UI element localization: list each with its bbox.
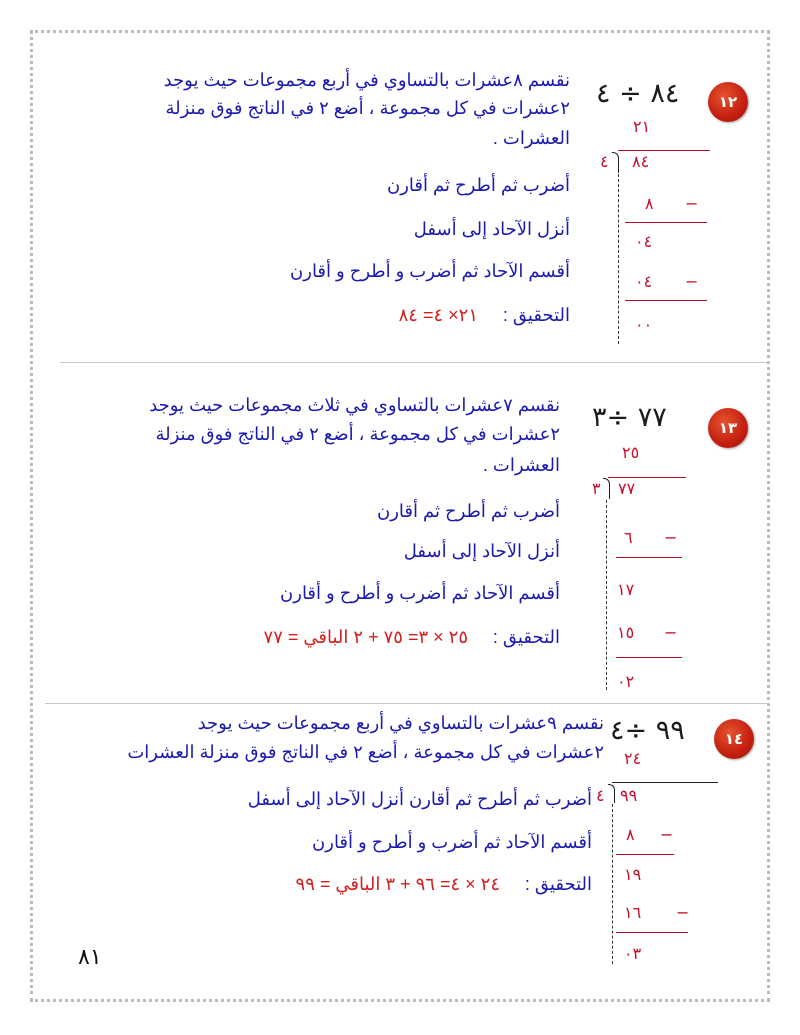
check-expression: ٢٤ × ٤= ٩٦ + ٣ الباقي = ٩٩ xyxy=(295,874,500,894)
explanation-line: العشرات . xyxy=(482,455,560,475)
page-number: ٨١ xyxy=(78,945,102,970)
remainder-2: ٠٠ xyxy=(635,315,653,334)
explanation-line: نقسم ٨عشرات بالتساوي في أربع مجموعات حيث يوجد xyxy=(163,70,570,90)
subtract-1: ٨ xyxy=(645,194,654,213)
remainder-2: ٠٣ xyxy=(624,944,642,963)
division-bar xyxy=(618,150,710,151)
division-problem: ٩٩ ÷٤ xyxy=(610,715,685,746)
step-multiply-subtract: أضرب ثم أطرح ثم أقارن أنزل الآحاد إلى أسفل xyxy=(247,789,592,809)
explanation-line: نقسم ٧عشرات بالتساوي في ثلاث مجموعات حيث يوجد xyxy=(149,395,560,415)
subtract-1: ٨ xyxy=(626,825,635,844)
check-expression: ٢٥ × ٣= ٧٥ + ٢ الباقي = ٧٧ xyxy=(263,627,468,647)
division-problem: ٧٧ ÷٣ xyxy=(592,402,667,433)
explanation-line: ٢عشرات في كل مجموعة ، أضع ٢ في الناتج فوق منزلة xyxy=(155,424,560,444)
check-label: التحقيق : xyxy=(524,874,592,894)
division-bracket xyxy=(612,152,619,173)
quotient: ٢١ xyxy=(633,117,651,136)
guide-line xyxy=(606,500,607,690)
step-divide-units: أقسم الآحاد ثم أضرب و أطرح و أقارن xyxy=(290,261,570,281)
remainder-1: ٠٤ xyxy=(635,232,653,251)
check-expression: ٢١× ٤= ٨٤ xyxy=(398,305,478,325)
step-bring-down: أنزل الآحاد إلى أسفل xyxy=(403,541,560,561)
subtract-2: ١٥ xyxy=(617,623,635,642)
check-label: التحقيق : xyxy=(492,627,560,647)
problem-number-badge: ١٢ xyxy=(708,82,748,122)
division-bar xyxy=(612,782,718,783)
dividend: ٩٩ xyxy=(620,786,638,805)
explanation-line: نقسم ٩عشرات بالتساوي في أربع مجموعات حيث يوجد xyxy=(197,713,604,733)
section-divider xyxy=(45,703,770,704)
division-bracket xyxy=(608,784,615,803)
remainder-1: ١٩ xyxy=(624,865,642,884)
quotient: ٢٥ xyxy=(622,443,640,462)
step-bring-down: أنزل الآحاد إلى أسفل xyxy=(413,219,570,239)
division-problem: ٨٤ ÷ ٤ xyxy=(596,78,680,109)
subtract-2: ٠٤ xyxy=(635,272,653,291)
subtract-line xyxy=(625,300,707,301)
subtract-1: ٦ xyxy=(624,528,633,547)
subtract-line xyxy=(616,932,688,933)
divisor: ٤ xyxy=(596,786,605,805)
subtract-line xyxy=(616,657,682,658)
problem-number-badge: ١٣ xyxy=(708,408,748,448)
minus-sign: − xyxy=(664,528,678,547)
explanation-line: العشرات . xyxy=(492,128,570,148)
step-divide-units: أقسم الآحاد ثم أضرب و أطرح و أقارن xyxy=(280,583,560,603)
step-multiply-subtract: أضرب ثم أطرح ثم أقارن xyxy=(386,175,570,195)
subtract-line xyxy=(616,557,682,558)
guide-line xyxy=(618,174,619,344)
minus-sign: − xyxy=(664,623,678,642)
division-bracket xyxy=(603,478,610,499)
divisor: ٤ xyxy=(600,152,609,171)
step-multiply-subtract: أضرب ثم أطرح ثم أقارن xyxy=(376,501,560,521)
remainder-2: ٠٢ xyxy=(617,672,635,691)
guide-line xyxy=(612,804,613,964)
explanation-line: ٢عشرات في كل مجموعة ، أضع ٢ في الناتج فوق منزلة xyxy=(165,98,570,118)
divisor: ٣ xyxy=(592,479,601,498)
dividend: ٨٤ xyxy=(632,152,650,171)
section-divider xyxy=(60,362,770,363)
subtract-2: ١٦ xyxy=(624,903,642,922)
minus-sign: − xyxy=(685,272,699,291)
minus-sign: − xyxy=(660,825,674,844)
minus-sign: − xyxy=(676,903,690,922)
dividend: ٧٧ xyxy=(618,479,636,498)
remainder-1: ١٧ xyxy=(617,580,635,599)
subtract-line xyxy=(625,222,707,223)
problem-number-badge: ١٤ xyxy=(714,719,754,759)
quotient: ٢٤ xyxy=(624,749,642,768)
division-bar xyxy=(608,477,686,478)
minus-sign: − xyxy=(685,194,699,213)
subtract-line xyxy=(616,854,674,855)
step-divide-units: أقسم الآحاد ثم أضرب و أطرح و أقارن xyxy=(312,832,592,852)
check-label: التحقيق : xyxy=(502,305,570,325)
explanation-line: ٢عشرات في كل مجموعة ، أضع ٢ في الناتج فوق منزلة العشرات xyxy=(127,742,604,762)
